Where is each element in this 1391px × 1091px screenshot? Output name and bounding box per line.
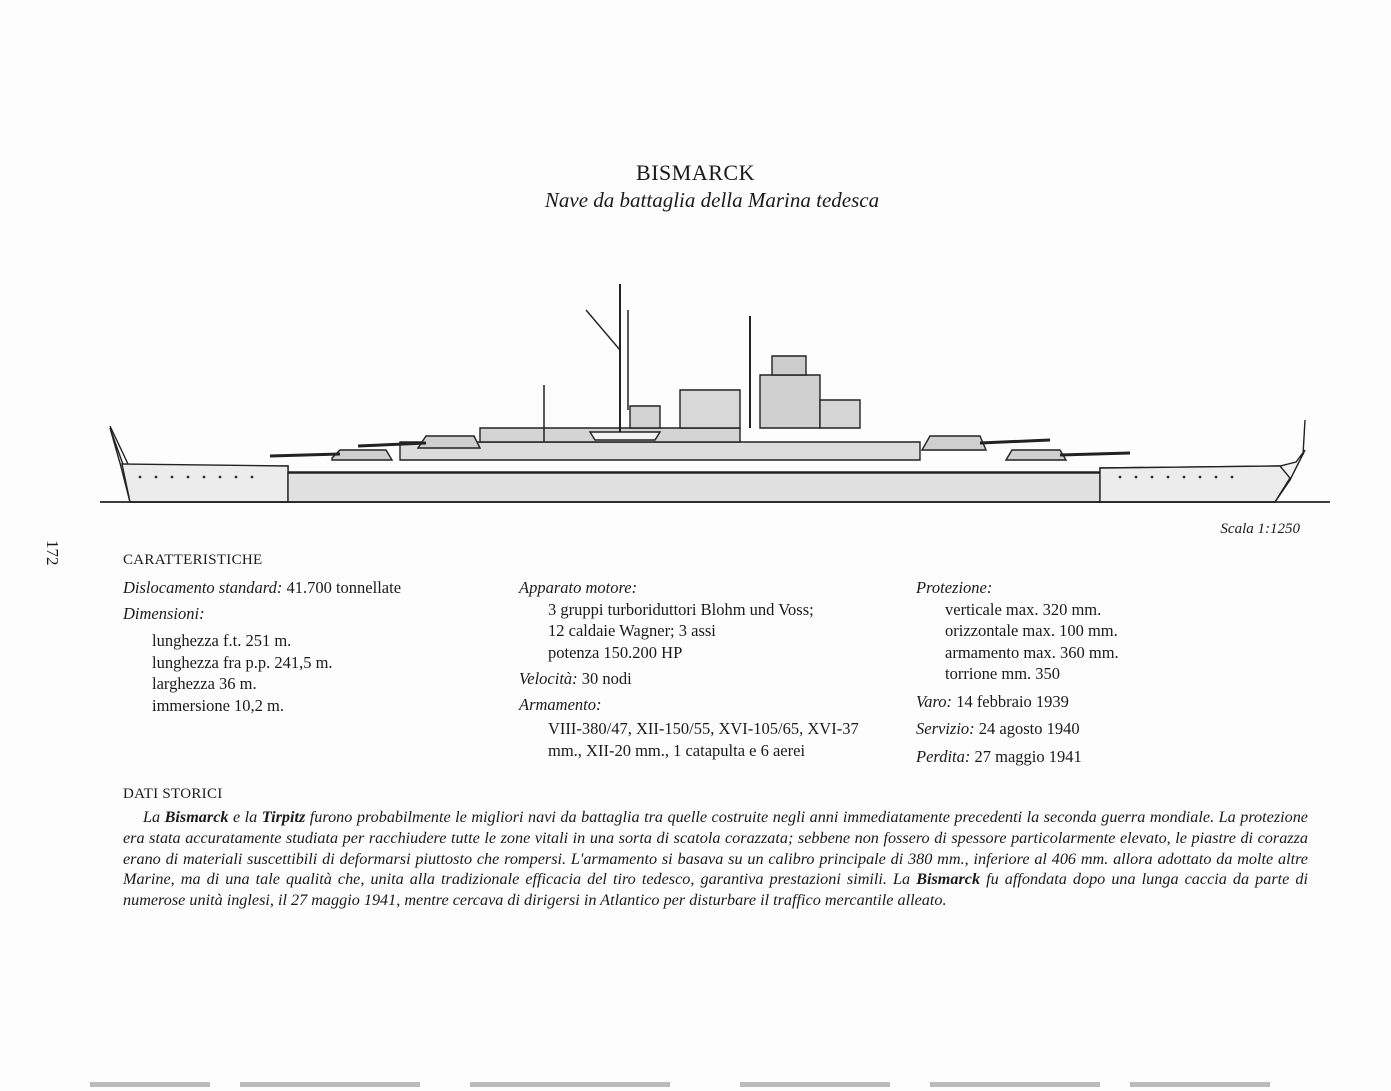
speed-row xyxy=(519,668,909,690)
protection-item: orizzontale max. 100 mm. xyxy=(945,621,1118,640)
dimension-item: lunghezza fra p.p. 241,5 m. xyxy=(152,652,333,672)
drawing-scale: Scala 1:1250 xyxy=(1220,521,1300,537)
protection-item: armamento max. 360 mm. xyxy=(945,642,1119,662)
history-text: fu affondata dopo una lunga caccia da parte di numerose unità inglesi, il 27 maggio 1941, mentre cercava di dirigersi in Atlantico per disturbare il traffico mercantile alleato. xyxy=(123,870,1308,910)
protection-list xyxy=(916,599,1296,685)
dimension-item: larghezza 36 m. xyxy=(152,674,257,693)
engine-item: 3 gruppi turboriduttori Blohm und Voss; xyxy=(548,599,814,619)
specs-column-middle xyxy=(519,577,909,761)
loss-row xyxy=(916,746,1296,768)
history-text: La xyxy=(143,808,165,826)
history-text: furono probabilmente le migliori navi da battaglia tra quelle costruite negli anni immediatamente precedenti la seconda guerra mondiale. La protezione era stata accuratamente studiata per racchiudere tutte le zone vitali in una sorta di scatola corazzata; sebbene non fossero di spessore particolarmente elevato, le piastre di corazza erano di materiali suscettibili di deformarsi piuttosto che rompersi. L'armamento si basava su un calibro principale di 380 mm., inferiore al 406 mm. allora adottato da molte altre Marine, ma di una tale qualità che, unita alla tradizionale efficacia del tiro tedesco, garantiva prestazioni simili. La xyxy=(123,808,1308,889)
launch-row xyxy=(916,691,1296,713)
armament-item: VIII-380/47, XII-150/55, XVI-105/65, XVI-37 xyxy=(548,719,859,738)
launch-value: 14 febbraio 1939 xyxy=(956,691,1069,711)
service-row xyxy=(916,718,1296,740)
history-text: e la xyxy=(228,808,262,826)
specs-column-right xyxy=(916,577,1296,767)
engine-list xyxy=(519,599,909,664)
ship-profile-drawing xyxy=(100,270,1330,520)
dimensions-label: Dimensioni: xyxy=(123,603,205,623)
page-subtitle: Nave da battaglia della Marina tedesca xyxy=(544,188,880,212)
specs-column-left xyxy=(123,577,503,716)
dimension-item: immersione 10,2 m. xyxy=(152,695,284,715)
displacement-value: 41.700 tonnellate xyxy=(286,578,402,597)
engine-label: Apparato motore: xyxy=(519,578,638,597)
armament-list xyxy=(519,718,909,761)
ship-name-tirpitz: Tirpitz xyxy=(261,808,306,826)
speed-value: 30 nodi xyxy=(581,669,632,688)
dimension-item: lunghezza f.t. 251 m. xyxy=(152,631,292,650)
history-heading: DATI STORICI xyxy=(123,786,223,802)
loss-value: 27 maggio 1941 xyxy=(974,746,1082,766)
history-paragraph xyxy=(123,807,1308,911)
engine-item: potenza 150.200 HP xyxy=(548,642,683,662)
ship-name-bismarck: Bismarck xyxy=(164,808,229,826)
service-label: Servizio: xyxy=(916,719,975,738)
page-title: BISMARCK xyxy=(636,160,755,185)
specs-heading: CARATTERISTICHE xyxy=(123,552,263,568)
speed-label: Velocità: xyxy=(519,669,578,688)
ship-name-bismarck: Bismarck xyxy=(916,870,981,889)
page-bleed-strip xyxy=(0,1078,1391,1091)
displacement-row xyxy=(123,577,503,599)
dimensions-list xyxy=(123,630,503,716)
displacement-label: Dislocamento standard: xyxy=(123,578,283,597)
armament-item: mm., XII-20 mm., 1 catapulta e 6 aerei xyxy=(548,740,806,760)
protection-item: verticale max. 320 mm. xyxy=(945,599,1102,619)
launch-label: Varo: xyxy=(916,691,953,711)
engine-item: 12 caldaie Wagner; 3 assi xyxy=(548,621,716,640)
protection-item: torrione mm. 350 xyxy=(945,664,1061,683)
protection-label: Protezione: xyxy=(916,578,993,597)
service-value: 24 agosto 1940 xyxy=(978,719,1080,738)
page-number: 172 xyxy=(43,540,62,566)
loss-label: Perdita: xyxy=(916,746,971,766)
armament-label: Armamento: xyxy=(519,694,602,714)
